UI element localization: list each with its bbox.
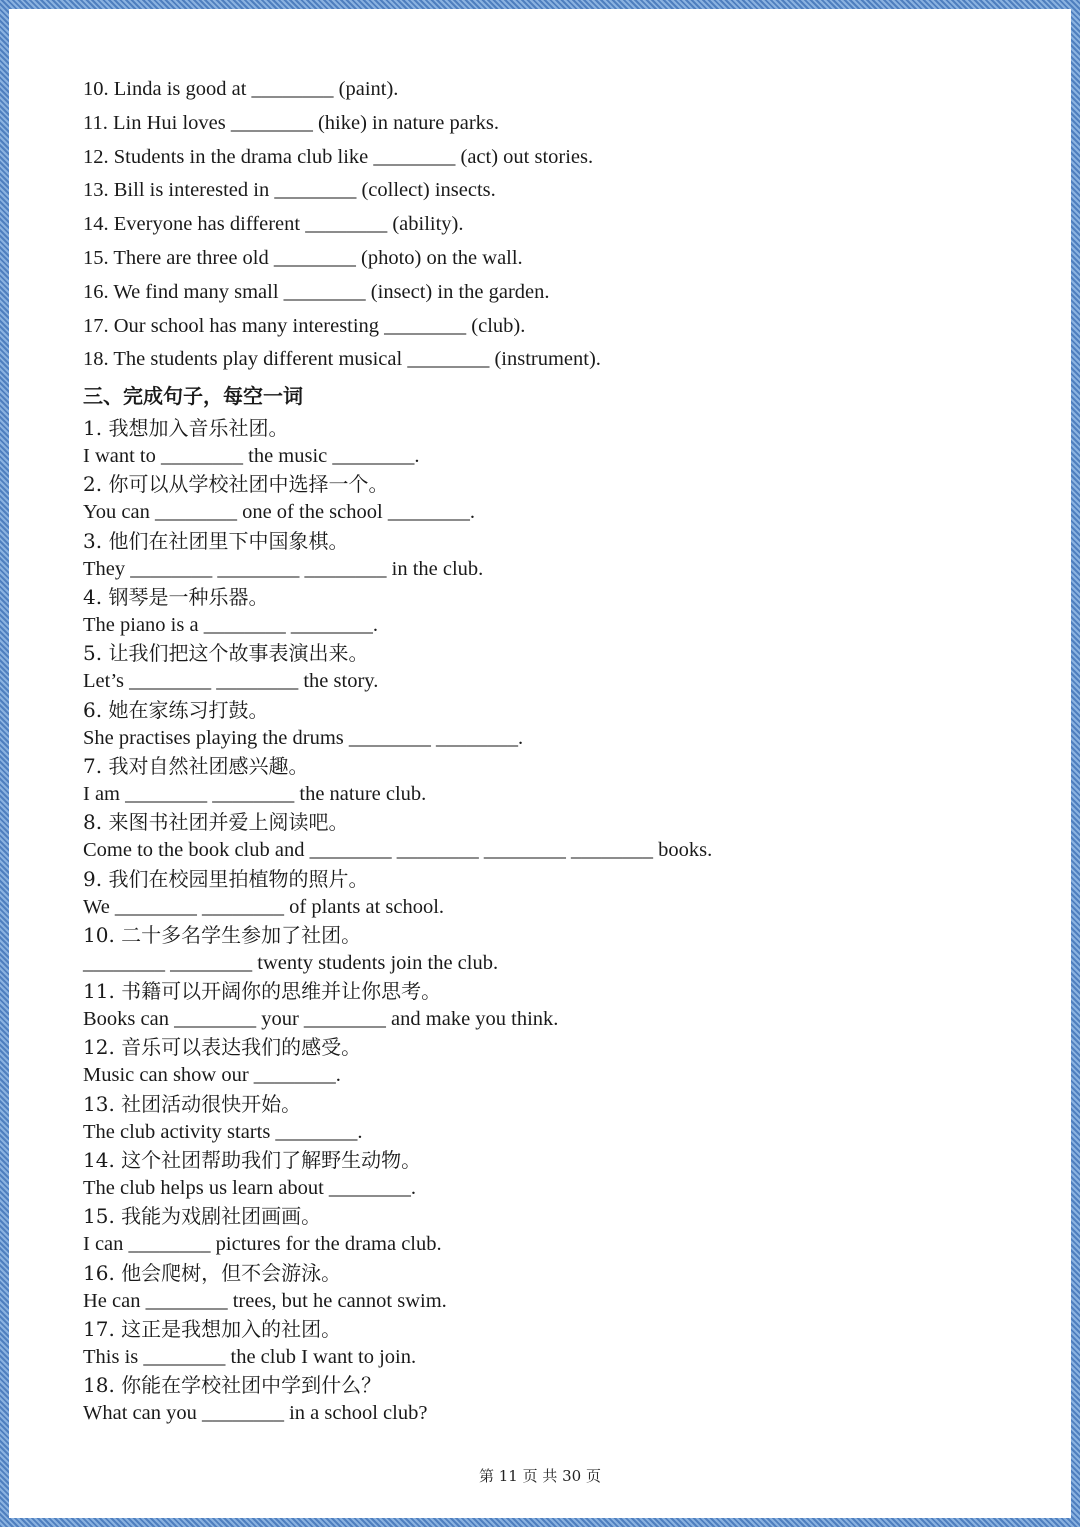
chinese-prompt: 13. 社团活动很快开始。 (83, 1091, 302, 1116)
section-heading: 三、完成句子，每空一词 (83, 384, 303, 409)
chinese-prompt: 18. 你能在学校社团中学到什么？ (83, 1373, 382, 1398)
english-sentence: Let’s ________ ________ the story. (83, 670, 379, 693)
chinese-prompt: 16. 他会爬树，但不会游泳。 (83, 1260, 342, 1285)
chinese-prompt: 5. 让我们把这个故事表演出来。 (83, 641, 369, 666)
chinese-prompt: 4. 钢琴是一种乐器。 (83, 585, 269, 610)
chinese-prompt: 14. 这个社团帮助我们了解野生动物。 (83, 1148, 422, 1173)
chinese-prompt: 12. 音乐可以表达我们的感受。 (83, 1035, 362, 1060)
exercise-line: 16. We find many small ________ (insect) in the garden. (83, 280, 550, 303)
english-sentence: The club activity starts ________. (83, 1120, 363, 1143)
chinese-prompt: 6. 她在家练习打鼓。 (83, 697, 269, 722)
english-sentence: Come to the book club and ________ ________ ________ ________ books. (83, 839, 713, 862)
english-sentence: He can ________ trees, but he cannot swim. (83, 1289, 447, 1312)
exercise-line: 11. Lin Hui loves ________ (hike) in nature parks. (83, 111, 499, 134)
chinese-prompt: 11. 书籍可以开阔你的思维并让你思考。 (83, 979, 442, 1004)
english-sentence: Music can show our ________. (83, 1064, 341, 1087)
english-sentence: ________ ________ twenty students join the club. (83, 951, 499, 974)
english-sentence: The piano is a ________ ________. (83, 614, 378, 637)
english-sentence: What can you ________ in a school club? (83, 1402, 428, 1425)
english-sentence: This is ________ the club I want to join. (83, 1345, 417, 1368)
english-sentence: She practises playing the drums ________ ________. (83, 726, 524, 749)
english-sentence: You can ________ one of the school ________. (83, 501, 475, 524)
chinese-prompt: 3. 他们在社团里下中国象棋。 (83, 528, 349, 553)
english-sentence: I can ________ pictures for the drama club. (83, 1233, 442, 1256)
chinese-prompt: 17. 这正是我想加入的社团。 (83, 1316, 342, 1341)
chinese-prompt: 1. 我想加入音乐社团。 (83, 416, 289, 441)
english-sentence: I am ________ ________ the nature club. (83, 782, 427, 805)
chinese-prompt: 2. 你可以从学校社团中选择一个。 (83, 472, 389, 497)
exercise-c-list (83, 414, 1031, 1427)
exercise-line: 15. There are three old ________ (photo) on the wall. (83, 246, 523, 269)
exercise-line: 18. The students play different musical ________ (instrument). (83, 348, 601, 371)
english-sentence: We ________ ________ of plants at school. (83, 895, 445, 918)
english-sentence: I want to ________ the music ________. (83, 445, 420, 468)
exercise-line: 13. Bill is interested in ________ (collect) insects. (83, 179, 496, 202)
chinese-prompt: 7. 我对自然社团感兴趣。 (83, 753, 309, 778)
document-page (9, 9, 1071, 1518)
english-sentence: They ________ ________ ________ in the club. (83, 557, 484, 580)
english-sentence: Books can ________ your ________ and make you think. (83, 1008, 559, 1031)
chinese-prompt: 8. 来图书社团并爱上阅读吧。 (83, 810, 349, 835)
page-number-footer: 第 11 页 共 30 页 (478, 1467, 601, 1485)
english-sentence: The club helps us learn about ________. (83, 1177, 417, 1200)
exercise-line: 14. Everyone has different ________ (ability). (83, 213, 464, 236)
chinese-prompt: 15. 我能为戏剧社团画画。 (83, 1204, 322, 1229)
exercise-line: 17. Our school has many interesting ________ (club). (83, 314, 526, 337)
exercise-line: 12. Students in the drama club like ________ (act) out stories. (83, 145, 594, 168)
chinese-prompt: 9. 我们在校园里拍植物的照片。 (83, 866, 369, 891)
chinese-prompt: 10. 二十多名学生参加了社团。 (83, 922, 362, 947)
exercise-line: 10. Linda is good at ________ (paint). (83, 78, 399, 100)
exercise-b-list (83, 73, 1031, 377)
